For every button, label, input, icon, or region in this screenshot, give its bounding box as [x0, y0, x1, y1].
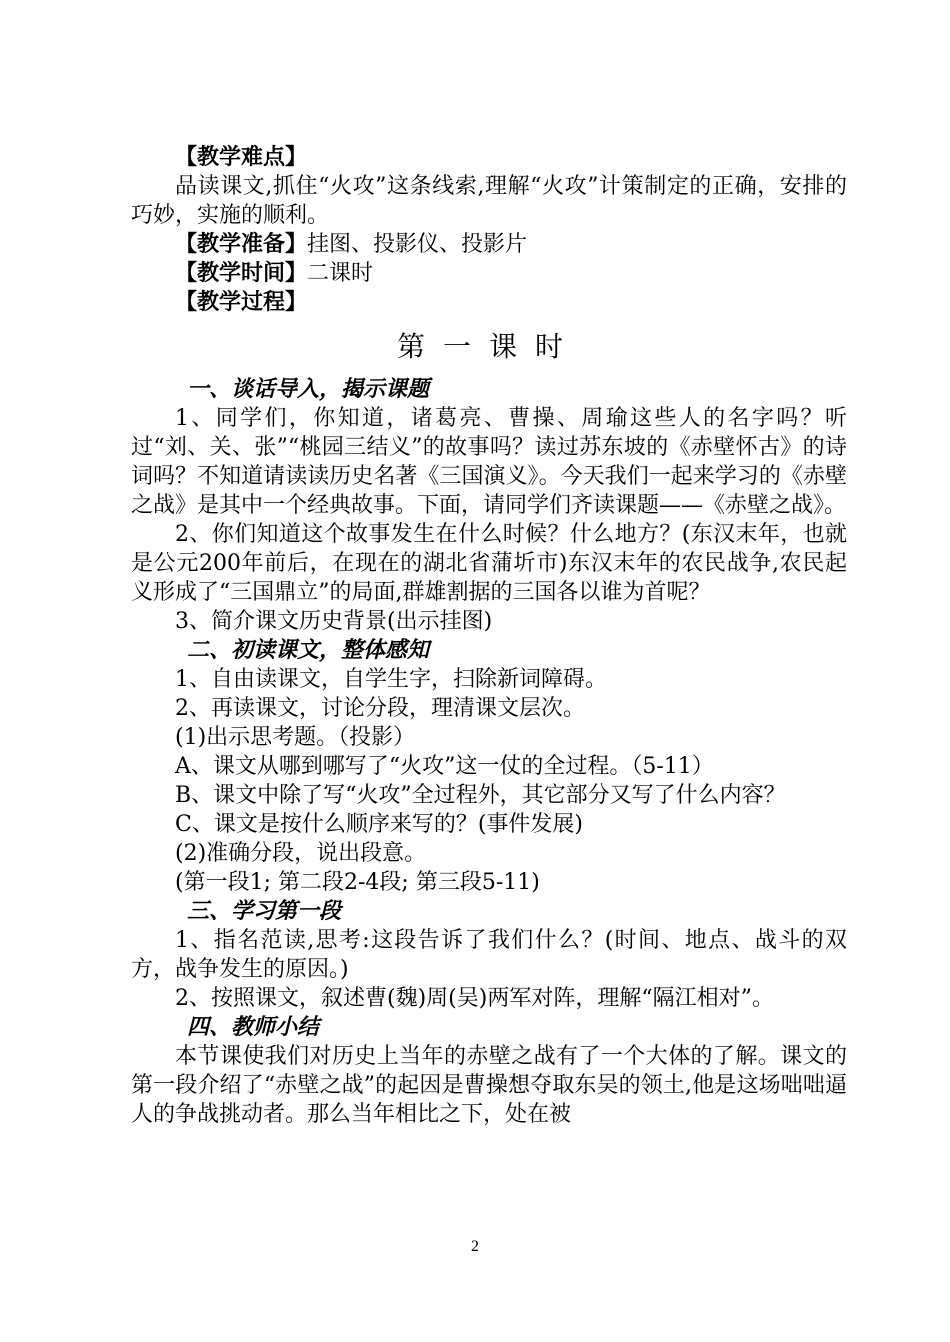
section-4-title: 四、教师小结	[187, 1015, 320, 1040]
section-4-para-1: 本节课使我们对历史上当年的赤壁之战有了一个大体的了解。课文的第一段介绍了“赤壁之战”的起因是曹操想夺取东吴的领土,他是这场咄咄逼人的争战挑动者。那么当年相比之下，处在被	[131, 1044, 847, 1127]
section-2-para-4: A、课文从哪到哪写了“火攻”这一仗的全过程。（5-11）	[175, 754, 714, 779]
time-line	[131, 259, 847, 288]
section-2-para-3: (1)出示思考题。（投影）	[175, 725, 416, 750]
difficulty-text: 品读课文,抓住“火攻”这条线索,理解“火攻”计策制定的正确，安排的巧妙，实施的顺利。	[131, 174, 847, 228]
page-number: 2	[471, 1238, 479, 1255]
section-1-title: 一、谈话导入，揭示课题	[187, 377, 430, 402]
time-label: 【教学时间】	[175, 261, 308, 286]
section-2-title: 二、初读课文，整体感知	[187, 638, 430, 663]
prep-text: 挂图、投影仪、投影片	[307, 232, 528, 257]
page-content	[131, 143, 847, 1129]
section-3-para-2: 2、按照课文，叙述曹(魏)周(吴)两军对阵，理解“隔江相对”。	[175, 986, 774, 1011]
section-2-para-5: B、课文中除了写“火攻”全过程外，其它部分又写了什么内容？	[175, 783, 786, 808]
section-2-para-6: C、课文是按什么顺序来写的？(事件发展)	[175, 812, 584, 837]
heading-difficulty: 【教学难点】	[175, 145, 308, 170]
section-1-para-1: 1、同学们，你知道，诸葛亮、曹操、周瑜这些人的名字吗？听过“刘、关、张”“桃园三结义”的故事吗？读过苏东坡的《赤壁怀古》的诗词吗？不知道请读读历史名著《三国演义》。今天我们一起来学习的《赤壁之战》是其中一个经典故事。下面，请同学们齐读课题——《赤壁之战》。	[131, 406, 847, 518]
time-text: 二课时	[307, 261, 374, 286]
section-3-title: 三、学习第一段	[187, 899, 342, 924]
section-3-para-1: 1、指名范读,思考:这段告诉了我们什么？(时间、地点、战斗的双方，战争发生的原因。)	[131, 928, 847, 982]
section-2-para-1: 1、自由读课文，自学生字，扫除新词障碍。	[175, 667, 607, 692]
prep-line	[131, 230, 847, 259]
section-2-para-2: 2、再读课文，讨论分段，理清课文层次。	[175, 696, 585, 721]
section-2-para-8: (第一段1; 第二段2-4段; 第三段5-11)	[175, 870, 540, 895]
prep-label: 【教学准备】	[175, 232, 308, 257]
heading-process: 【教学过程】	[175, 290, 308, 315]
lesson-title: 第一课时	[396, 330, 581, 363]
section-1-para-3: 3、简介课文历史背景(出示挂图)	[175, 609, 493, 634]
section-1-para-2: 2、你们知道这个故事发生在什么时候？什么地方？(东汉末年，也就是公元200年前后，在现在的湖北省蒲圻市)东汉末年的农民战争,农民起义形成了“三国鼎立”的局面,群雄割据的三国各以谁为首呢？	[131, 522, 847, 605]
section-2-para-7: (2)准确分段，说出段意。	[175, 841, 427, 866]
